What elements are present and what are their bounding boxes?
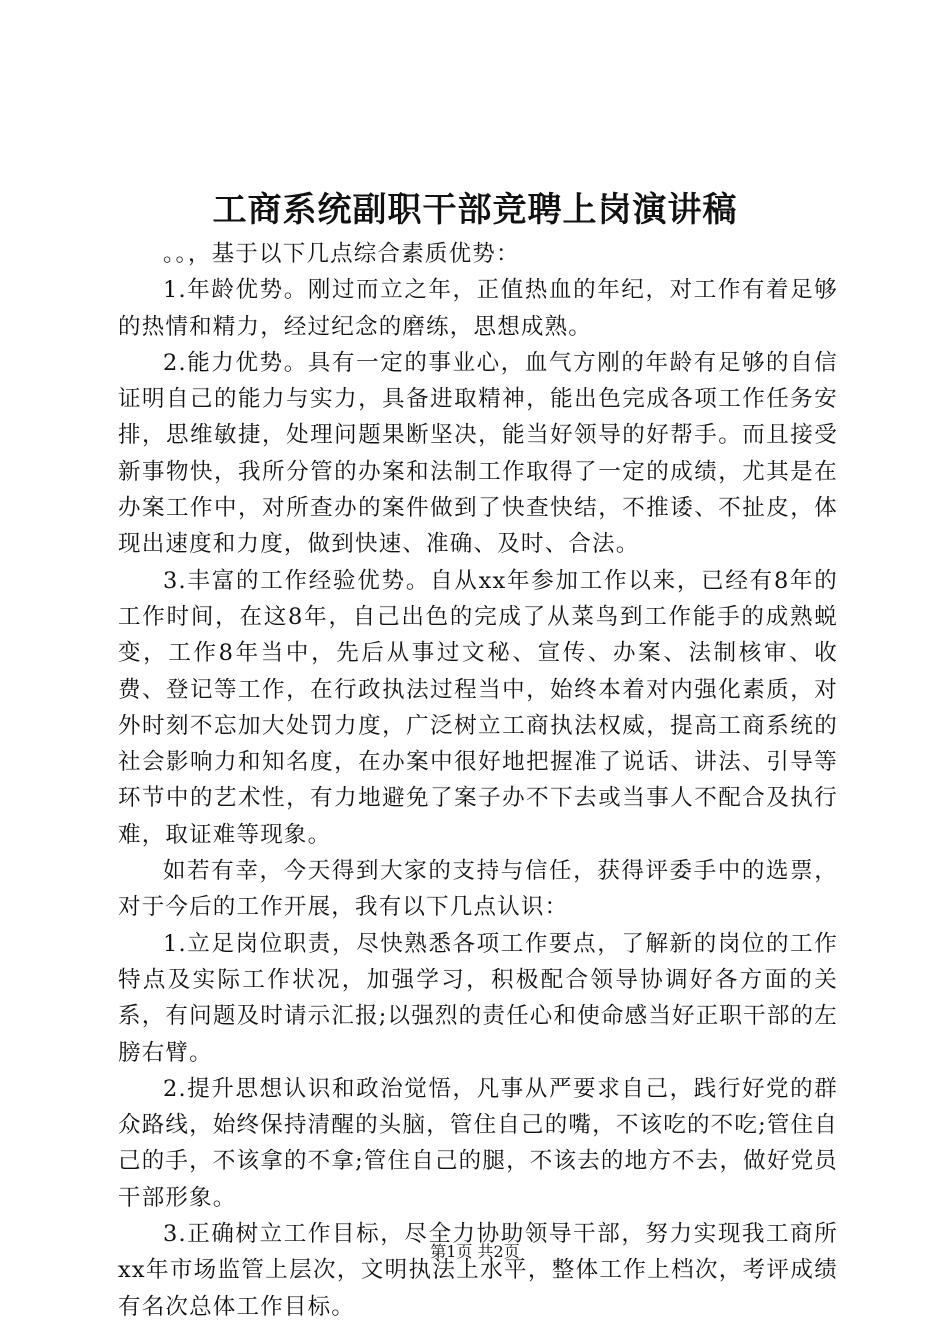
document-body [118, 236, 838, 1325]
page-footer [0, 1241, 950, 1263]
paragraph-point-1: 1.立足岗位职责，尽快熟悉各项工作要点，了解新的岗位的工作特点及实际工作状况，加强学习，积极配合领导协调好各方面的关系，有问题及时请示汇报;以强烈的责任心和使命感当好正职干部的左膀右臂。 [118, 930, 838, 1066]
paragraph-ability-advantage: 2.能力优势。具有一定的事业心，血气方刚的年龄有足够的自信证明自己的能力与实力，具备进取精神，能出色完成各项工作任务安排，思维敏捷，处理问题果断坚决，能当好领导的好帮手。而且接受新事物快，我所分管的办案和法制工作取得了一定的成绩，尤其是在办案工作中，对所查办的案件做到了快查快结，不推诿、不扯皮，体现出速度和力度，做到快速、准确、及时、合法。 [118, 349, 838, 558]
paragraph-point-3: 3.正确树立工作目标，尽全力协助领导干部，努力实现我工商所xx年市场监管上层次，文明执法上水平，整体工作上档次，考评成绩有名次总体工作目标。 [118, 1221, 838, 1320]
paragraph-point-2: 2.提升思想认识和政治觉悟，凡事从严要求自己，践行好党的群众路线，始终保持清醒的头脑，管住自己的嘴，不该吃的不吃;管住自己的手，不该拿的不拿;管住自己的腿，不该去的地方不去，做好党员干部形象。 [118, 1075, 838, 1211]
document-title: 工商系统副职干部竞聘上岗演讲稿 [212, 190, 738, 230]
paragraph-intro: 。。，基于以下几点综合素质优势： [163, 241, 520, 267]
paragraph-experience-advantage: 3.丰富的工作经验优势。自从xx年参加工作以来，已经有8年的工作时间，在这8年，自己出色的完成了从菜鸟到工作能手的成熟蜕变，工作8年当中，先后从事过文秘、宣传、办案、法制核审、收费、登记等工作，在行政执法过程当中，始终本着对内强化素质，对外时刻不忘加大处罚力度，广泛树立工商执法权威，提高工商系统的社会影响力和知名度，在办案中很好地把握准了说话、讲法、引导等环节中的艺术性，有力地避免了案子办不下去或当事人不配合及执行难，取证难等现象。 [118, 567, 838, 848]
paragraph-age-advantage: 1.年龄优势。刚过而立之年，正值热血的年纪，对工作有着足够的热情和精力，经过纪念的磨练，思想成熟。 [118, 277, 838, 340]
page-indicator: 第1页 共2页 [430, 1242, 520, 1261]
paragraph-transition: 如若有幸，今天得到大家的支持与信任，获得评委手中的选票，对于今后的工作开展，我有以下几点认识： [118, 858, 838, 921]
